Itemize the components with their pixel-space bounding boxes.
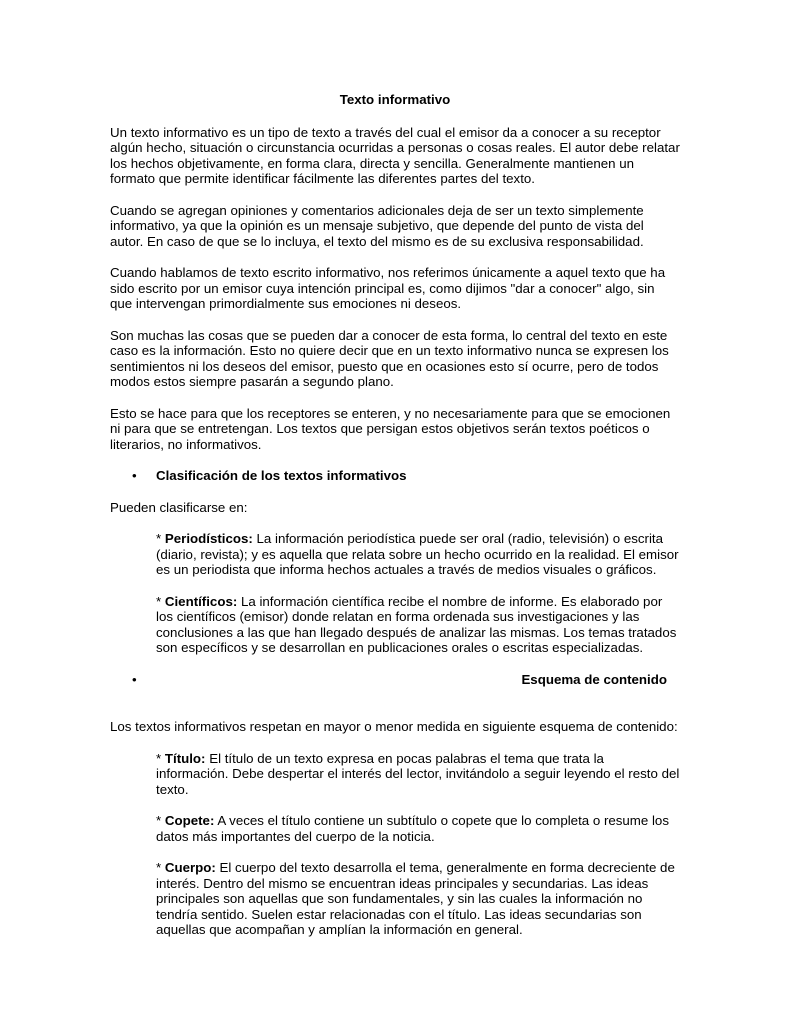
document-title: Texto informativo bbox=[339, 92, 451, 107]
item-prefix: * bbox=[156, 593, 165, 609]
list-item-cientificos bbox=[110, 594, 680, 656]
bullet-icon: • bbox=[132, 671, 137, 687]
list-item-cuerpo bbox=[110, 860, 680, 938]
bullet-icon: • bbox=[132, 468, 137, 483]
list-item-titulo bbox=[110, 751, 680, 798]
section-intro: Pueden clasificarse en: bbox=[110, 499, 248, 515]
paragraph: Cuando se agregan opiniones y comentarios adicionales deja de ser un texto simplemente informativo, ya que la opinión es un mensaje subjetivo, que depende del punto de vista del autor. En caso de que se lo incluya, el texto del mismo es de su exclusiva responsabilidad. bbox=[110, 202, 644, 249]
paragraph: Esto se hace para que los receptores se enteren, y no necesariamente para que se emocionen ni para que se entretengan. Los textos que persigan estos objetivos serán textos poéticos o literarios, no informativos. bbox=[110, 405, 671, 452]
item-prefix: * bbox=[156, 531, 165, 546]
section-heading-clasificacion bbox=[110, 468, 680, 484]
section-heading-text: Esquema de contenido bbox=[521, 671, 667, 687]
document-page bbox=[110, 92, 680, 954]
section-intro: Los textos informativos respetan en mayor o menor medida en siguiente esquema de contenido: bbox=[110, 719, 678, 734]
section-heading-text: Clasificación de los textos informativos bbox=[156, 468, 407, 483]
item-text: La información periodística puede ser oral (radio, televisión) o escrita (diario, revista); y es aquella que relata sobre un hecho ocurrido en la realidad. El emisor es un periodista que informa hechos actuales a través de medios visuales o gráficos. bbox=[156, 531, 679, 577]
item-text: El cuerpo del texto desarrolla el tema, generalmente en forma decreciente de interés. Dentro del mismo se encuentran ideas principales y secundarias. Las ideas principales son aquellas que son fundamentales, y sin las cuales la información no tendría sentido. Suelen estar relacionadas con el título. Las ideas secundarias son aquellas que acompañan y amplían la información en general. bbox=[156, 860, 675, 937]
spacer bbox=[110, 703, 680, 719]
list-item-copete bbox=[110, 813, 680, 844]
item-text: La información científica recibe el nombre de informe. Es elaborado por los científicos (emisor) donde relatan en forma ordenada sus investigaciones y las conclusiones a las que han llegado después de analizar las mismas. Los temas tratados son específicos y se desarrollan en publicaciones orales o escritas especializadas. bbox=[156, 593, 677, 655]
item-prefix: * bbox=[156, 860, 165, 875]
item-term: Título: bbox=[164, 750, 206, 766]
item-text: A veces el título contiene un subtítulo o copete que lo completa o resume los datos más importantes del cuerpo de la noticia. bbox=[156, 813, 669, 844]
paragraph: Un texto informativo es un tipo de texto a través del cual el emisor da a conocer a su receptor algún hecho, situación o circunstancia ocurridas a personas o cosas reales. El autor debe relatar los hechos objetivamente, en forma clara, directa y sencilla. Generalmente mantienen un formato que permite identificar fácilmente las diferentes partes del texto. bbox=[110, 124, 680, 186]
paragraph: Cuando hablamos de texto escrito informativo, nos referimos únicamente a aquel texto que ha sido escrito por un emisor cuya intención principal es, como dijimos "dar a conocer" algo, sin que intervengan primordialmente sus emociones ni deseos. bbox=[110, 265, 666, 311]
item-term: Periodísticos: bbox=[164, 531, 253, 546]
item-term: Cuerpo: bbox=[164, 860, 216, 875]
item-term: Copete: bbox=[164, 813, 215, 828]
item-prefix: * bbox=[156, 813, 165, 828]
item-term: Científicos: bbox=[164, 593, 238, 609]
item-text: El título de un texto expresa en pocas palabras el tema que trata la información. Debe despertar el interés del lector, invitándolo a seguir leyendo el resto del texto. bbox=[156, 750, 680, 797]
list-item-periodisticos bbox=[110, 531, 680, 578]
paragraph: Son muchas las cosas que se pueden dar a conocer de esta forma, lo central del texto en este caso es la información. Esto no quiere decir que en un texto informativo nunca se expresen los sentimientos ni los deseos del emisor, puesto que en ocasiones esto sí ocurre, pero de todos modos estos siempre pasarán a segundo plano. bbox=[110, 327, 669, 389]
section-heading-esquema bbox=[110, 672, 680, 688]
item-prefix: * bbox=[156, 750, 165, 766]
